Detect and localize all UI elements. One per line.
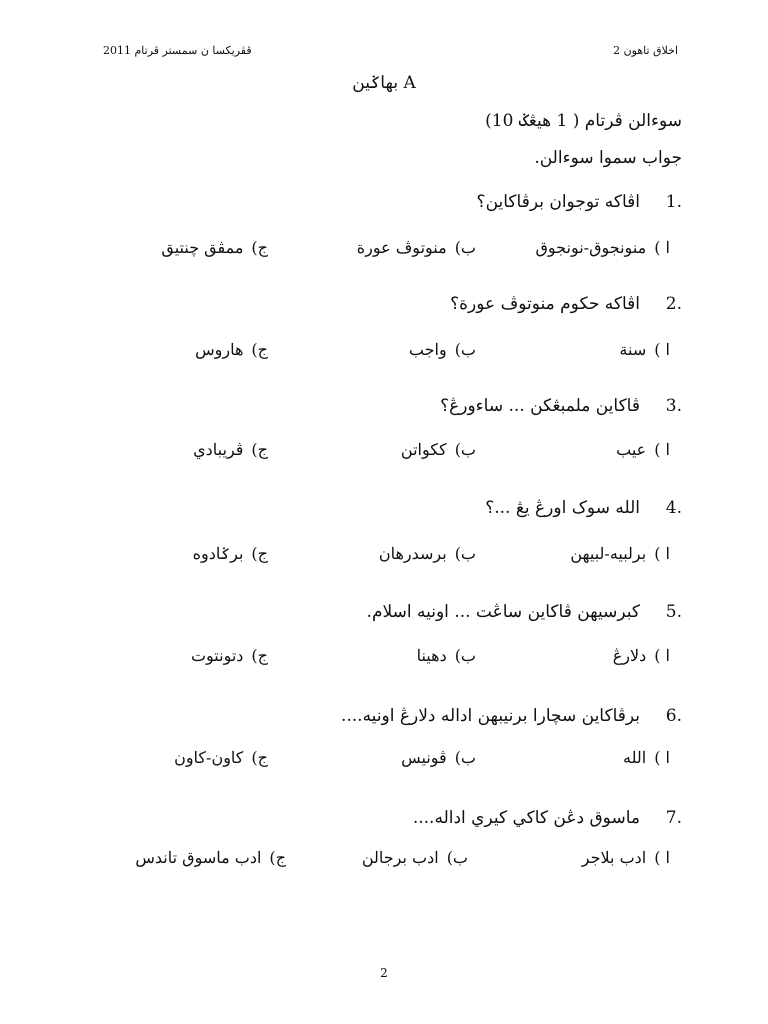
option-text: الله [623, 748, 647, 767]
option-text: برسدرهان [378, 544, 447, 563]
option-label: ا ) [654, 440, 670, 459]
question-text: برڤاکاين سچارا برنيبهن اداله دلارڠ اونيه.... [340, 706, 640, 726]
option-text: ڤريبادي [193, 440, 244, 459]
header-left-text: ڤڤريکسا ن سمستر ڤرتام 2011 [103, 44, 252, 57]
option-a [616, 440, 670, 459]
option-a [619, 340, 670, 359]
question-3 [440, 396, 682, 416]
option-a [536, 238, 671, 257]
option-b [362, 848, 468, 867]
option-label: ج) [251, 440, 268, 459]
question-text: ماسوق دڠن کاکي کيري اداله.... [412, 808, 640, 828]
option-label: ج) [251, 646, 268, 665]
option-label: ا ) [654, 646, 670, 665]
instruction-line-2: جواب سموا سوءالن. [534, 148, 682, 168]
question-text: اڤاکه توجوان برڤاکاين؟ [476, 192, 640, 212]
option-label: ا ) [654, 544, 670, 563]
option-text: منونجوق-نونجوق [535, 238, 647, 257]
option-text: دلارڠ [612, 646, 647, 665]
options-row-7 [0, 848, 768, 872]
option-label: ب) [446, 848, 468, 867]
option-text: منوتوڤ عورة [356, 238, 447, 257]
question-text: اڤاکه حکوم منوتوڤ عورة؟ [450, 294, 640, 314]
option-text: ککواتن [400, 440, 447, 459]
option-c [193, 544, 268, 563]
question-5 [367, 602, 682, 622]
option-c [174, 748, 268, 767]
question-number: 4. [665, 498, 682, 518]
question-6 [341, 706, 682, 726]
option-text: ادب بلاجر [581, 848, 647, 867]
option-label: ج) [251, 238, 268, 257]
option-c [135, 848, 286, 867]
option-label: ب) [454, 238, 476, 257]
question-2 [450, 294, 682, 314]
option-label: ب) [454, 440, 476, 459]
option-label: ب) [454, 748, 476, 767]
option-label: ا ) [654, 848, 670, 867]
question-4 [485, 498, 682, 518]
option-text: ادب برجالن [361, 848, 439, 867]
page-number: 2 [380, 966, 388, 980]
option-text: واجب [408, 340, 447, 359]
question-number: 2. [665, 294, 682, 314]
question-7 [413, 808, 682, 828]
question-text: الله سوک اورڠ يڠ ...؟ [485, 498, 640, 518]
option-label: ا ) [654, 340, 670, 359]
option-text: دهينا [416, 646, 447, 665]
option-text: ادب ماسوق تاندس [135, 848, 262, 867]
section-title: بهاݢين A [352, 73, 416, 93]
question-text: ڤاکاين ملمبڠکن ... ساءورڠ؟ [440, 396, 640, 416]
options-row-4 [0, 544, 768, 568]
options-row-1 [0, 238, 768, 262]
option-a [582, 848, 670, 867]
header-right-text: اخلاق تاهون 2 [613, 44, 678, 57]
option-text: ممڤق چنتيق [161, 238, 244, 257]
option-text: ڤونيس [401, 748, 447, 767]
option-text: سنة [619, 340, 647, 359]
question-number: 6. [665, 706, 682, 726]
option-label: ب) [454, 340, 476, 359]
question-text: کبرسيهن ڤاکاين ساڠت ... اونيه اسلام. [366, 602, 640, 622]
option-label: ج) [269, 848, 286, 867]
option-b [409, 340, 476, 359]
option-c [193, 440, 268, 459]
option-label: ج) [251, 748, 268, 767]
option-a [623, 748, 670, 767]
option-text: برلبيه-لبيهن [570, 544, 647, 563]
option-text: هاروس [195, 340, 244, 359]
instruction-line-1: سوءالن ڤرتام ( 1 هيڠݢ 10) [485, 111, 682, 131]
options-row-5 [0, 646, 768, 670]
option-b [401, 440, 476, 459]
question-number: 3. [665, 396, 682, 416]
options-row-6 [0, 748, 768, 772]
option-c [161, 238, 268, 257]
option-a [613, 646, 670, 665]
option-text: برݢادوه [192, 544, 244, 563]
option-label: ب) [454, 646, 476, 665]
option-label: ب) [454, 544, 476, 563]
options-row-3 [0, 440, 768, 464]
option-b [379, 544, 476, 563]
question-number: 5. [665, 602, 682, 622]
option-b [417, 646, 476, 665]
option-text: دتونتوت [190, 646, 244, 665]
option-label: ج) [251, 544, 268, 563]
option-label: ا ) [654, 238, 670, 257]
options-row-2 [0, 340, 768, 364]
option-label: ج) [251, 340, 268, 359]
option-b [357, 238, 476, 257]
question-number: 1. [665, 192, 682, 212]
option-text: کاون-کاون [174, 748, 244, 767]
option-c [195, 340, 268, 359]
option-b [401, 748, 476, 767]
question-number: 7. [665, 808, 682, 828]
option-text: عيب [616, 440, 647, 459]
option-label: ا ) [654, 748, 670, 767]
option-c [191, 646, 268, 665]
question-1 [477, 192, 682, 212]
option-a [570, 544, 670, 563]
